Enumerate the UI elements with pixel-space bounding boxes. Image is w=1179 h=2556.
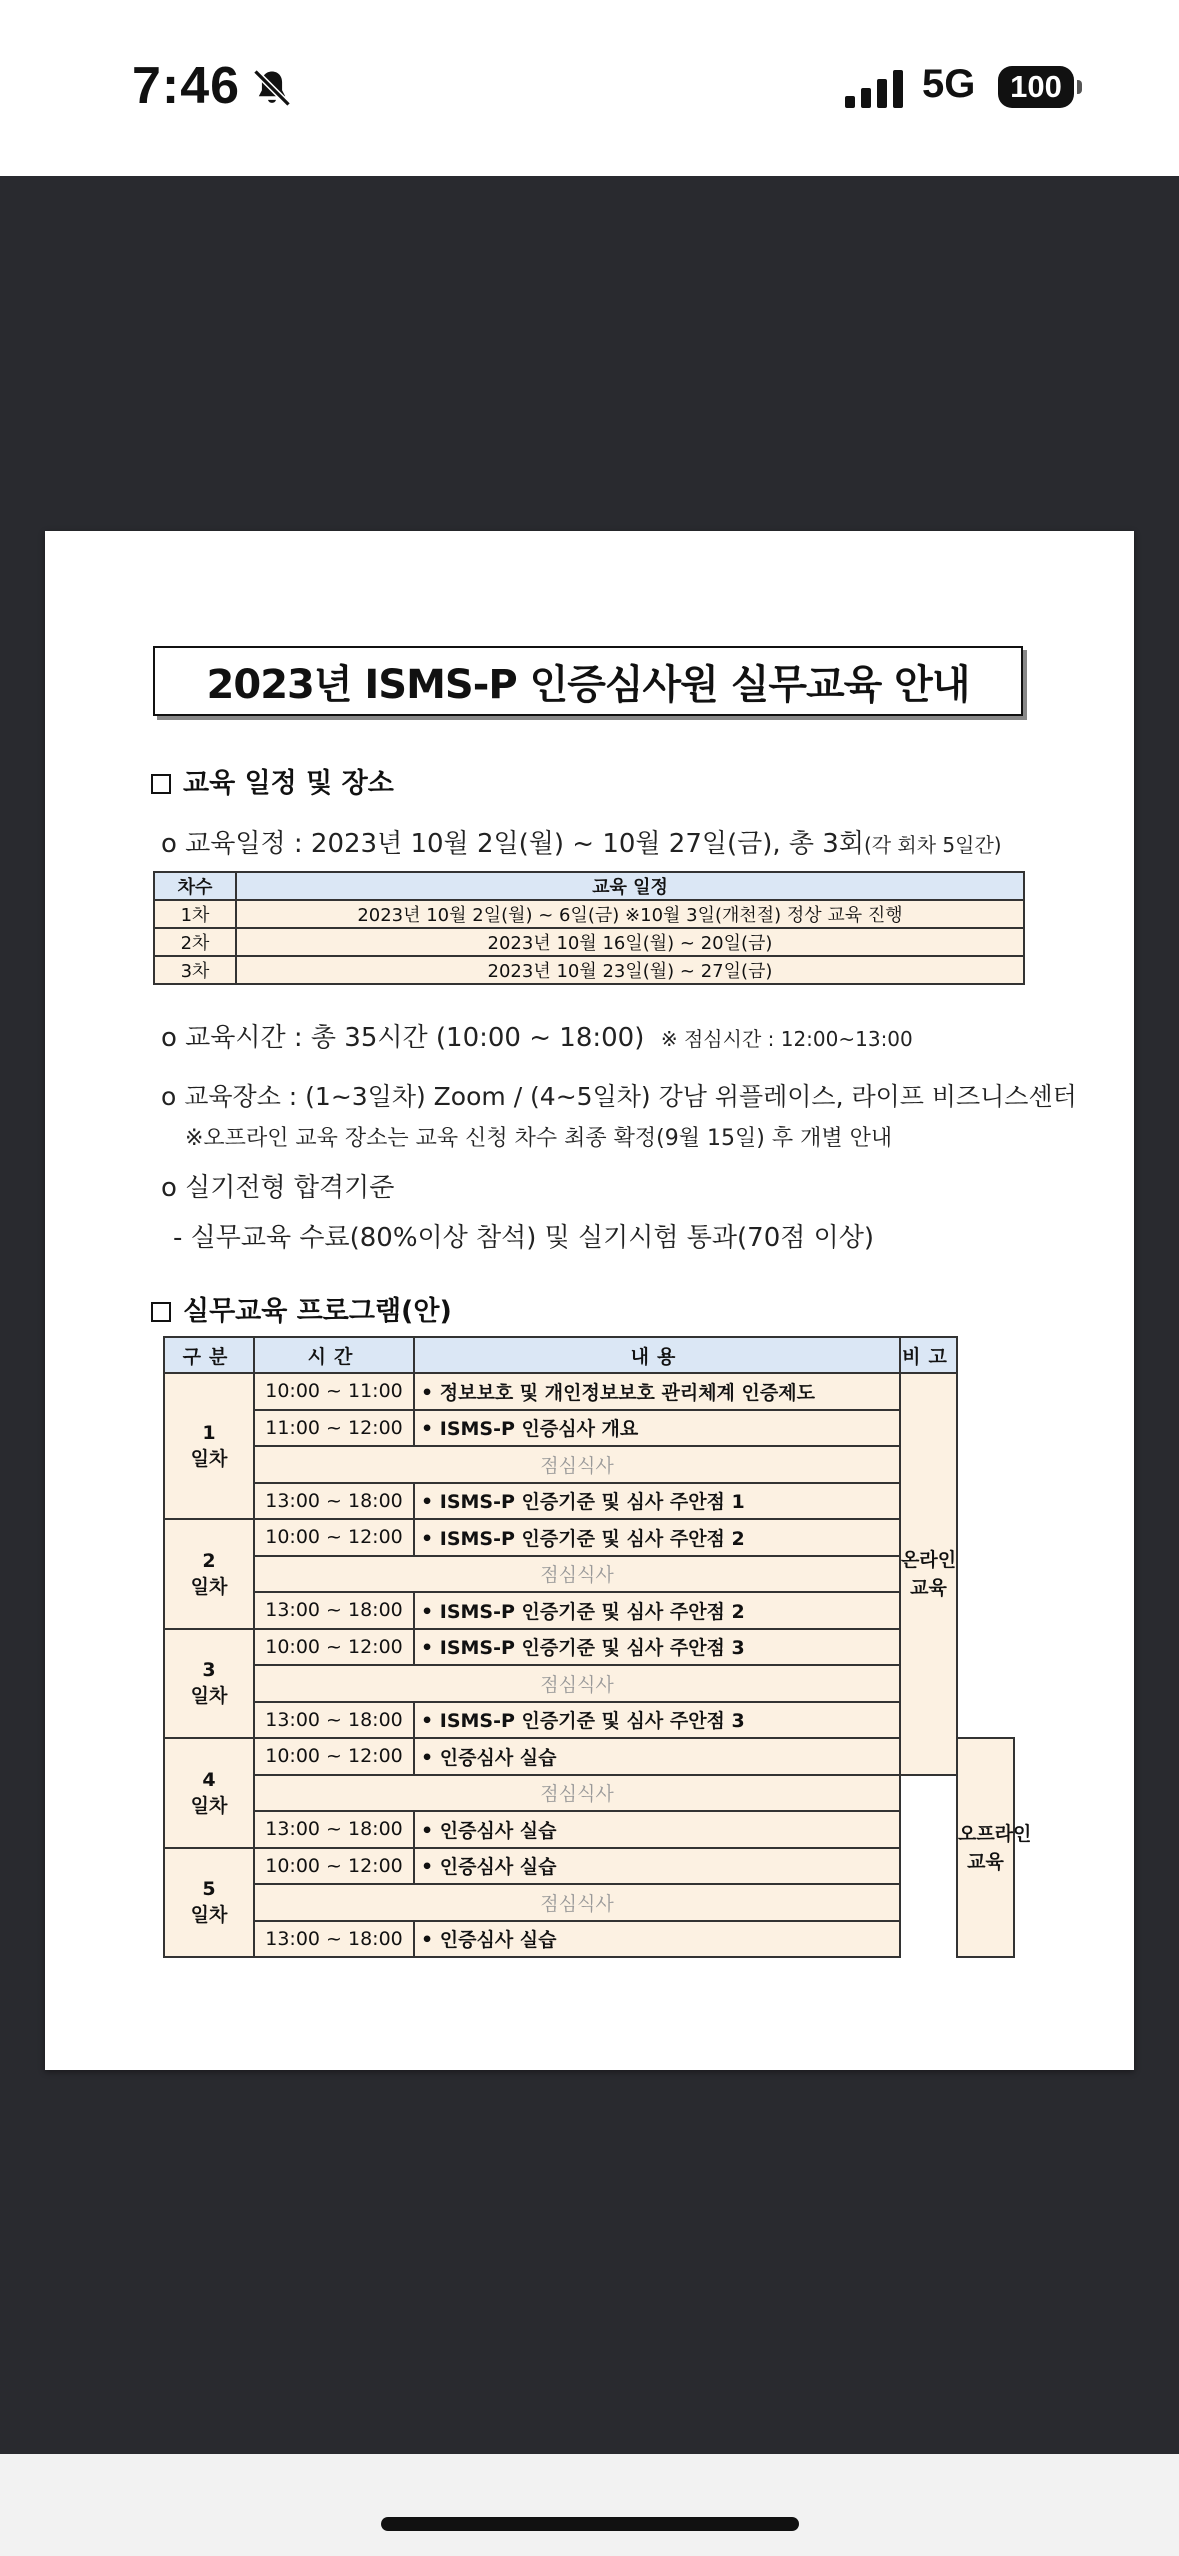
remark-text: 오프라인 (958, 1822, 1032, 1845)
day-number: 3 (202, 1659, 216, 1682)
table-cell: 2023년 10월 16일(월) ~ 20일(금) (236, 928, 1024, 956)
table-header: 시간 (254, 1337, 414, 1373)
time-line-main: o 교육시간 : 총 35시간 (10:00 ~ 18:00) (161, 1023, 645, 1053)
table-row (164, 1519, 1014, 1556)
time-cell: 13:00 ~ 18:00 (254, 1811, 414, 1848)
content-cell: • ISMS-P 인증기준 및 심사 주안점 2 (414, 1592, 900, 1629)
content-cell: • ISMS-P 인증기준 및 심사 주안점 2 (414, 1519, 900, 1556)
day-text: 일차 (190, 1575, 228, 1598)
time-cell: 10:00 ~ 12:00 (254, 1848, 414, 1885)
day-number: 2 (202, 1549, 216, 1572)
day-text: 일차 (190, 1794, 228, 1817)
home-bar-area (0, 2454, 1179, 2556)
section-heading-schedule (151, 761, 394, 800)
pass-heading: o 실기전형 합격기준 (161, 1173, 395, 1203)
content-cell: • ISMS-P 인증기준 및 심사 주안점 3 (414, 1629, 900, 1666)
document-page[interactable] (45, 531, 1134, 2070)
content-cell: • 인증심사 실습 (414, 1738, 900, 1775)
document-title: 2023년 ISMS-P 인증심사원 실무교육 안내 (153, 646, 1023, 716)
bell-slash-icon (250, 66, 294, 110)
schedule-table (153, 871, 1025, 985)
table-header: 비고 (900, 1337, 957, 1373)
table-row (154, 956, 1024, 984)
remark-text: 교육 (967, 1850, 1004, 1873)
time-line (161, 1017, 913, 1054)
table-row (164, 1848, 1014, 1885)
day-number: 1 (202, 1422, 216, 1444)
table-row (164, 1483, 1014, 1520)
lunch-cell: 점심식사 (254, 1446, 900, 1483)
day-label (164, 1848, 254, 1958)
table-row (164, 1702, 1014, 1739)
battery-tip (1077, 80, 1082, 94)
table-row (164, 1592, 1014, 1629)
content-cell: • ISMS-P 인증심사 개요 (414, 1410, 900, 1447)
table-cell: 3차 (154, 956, 236, 984)
time-cell: 11:00 ~ 12:00 (254, 1410, 414, 1447)
remark-text: 온라인 (901, 1548, 957, 1571)
table-row (164, 1446, 1014, 1483)
table-cell: 2023년 10월 23일(월) ~ 27일(금) (236, 956, 1024, 984)
lunch-cell: 점심식사 (254, 1665, 900, 1702)
schedule-line-small: (각 회차 5일간) (863, 833, 1002, 857)
table-row (164, 1884, 1014, 1921)
status-time: 7:46 (132, 57, 241, 115)
schedule-line-main: o 교육일정 : 2023년 10월 2일(월) ~ 10월 27일(금), 총 3회 (161, 829, 864, 859)
table-cell: 2차 (154, 928, 236, 956)
table-row (164, 1410, 1014, 1447)
day-label (164, 1629, 254, 1739)
content-cell: • 인증심사 실습 (414, 1848, 900, 1885)
program-table (163, 1336, 1032, 1958)
content-cell: • ISMS-P 인증기준 및 심사 주안점 1 (414, 1483, 900, 1520)
content-cell: • 정보보호 및 개인정보보호 관리체계 인증제도 (414, 1373, 900, 1410)
remark-online (900, 1373, 957, 1775)
table-header: 차수 (154, 872, 236, 900)
table-header-row (154, 872, 1024, 900)
section-heading-text: 실무교육 프로그램(안) (183, 1296, 452, 1327)
content-cell: • 인증심사 실습 (414, 1811, 900, 1848)
time-cell: 10:00 ~ 12:00 (254, 1519, 414, 1556)
content-cell: • 인증심사 실습 (414, 1921, 900, 1958)
table-header-row (164, 1337, 1014, 1373)
lunch-cell: 점심식사 (254, 1775, 900, 1812)
home-indicator[interactable] (381, 2517, 799, 2531)
table-row (164, 1556, 1014, 1593)
time-cell: 13:00 ~ 18:00 (254, 1921, 414, 1958)
day-text: 일차 (190, 1448, 228, 1470)
day-number: 5 (202, 1878, 216, 1901)
battery-icon (998, 66, 1074, 108)
table-cell: 2023년 10월 2일(월) ~ 6일(금) ※10월 3일(개천절) 정상 교육 진행 (236, 900, 1024, 928)
battery-level: 100 (1010, 69, 1062, 104)
document-viewer[interactable] (0, 176, 1179, 2454)
time-cell: 13:00 ~ 18:00 (254, 1592, 414, 1629)
lunch-cell: 점심식사 (254, 1884, 900, 1921)
time-cell: 13:00 ~ 18:00 (254, 1702, 414, 1739)
time-cell: 13:00 ~ 18:00 (254, 1483, 414, 1520)
schedule-line (161, 823, 1002, 860)
place-line: o 교육장소 : (1~3일차) Zoom / (4~5일차) 강남 위플레이스, 라이프 비즈니스센터 (161, 1082, 1077, 1111)
time-cell: 10:00 ~ 11:00 (254, 1373, 414, 1410)
table-row (164, 1775, 1014, 1812)
day-label (164, 1738, 254, 1848)
place-note: ※오프라인 교육 장소는 교육 신청 차수 최종 확정(9월 15일) 후 개별 안내 (185, 1126, 893, 1151)
day-text: 일차 (190, 1904, 228, 1927)
table-row (154, 900, 1024, 928)
table-cell: 1차 (154, 900, 236, 928)
checkbox-square-icon (151, 1302, 171, 1322)
time-cell: 10:00 ~ 12:00 (254, 1738, 414, 1775)
table-row (164, 1373, 1014, 1410)
remark-text: 교육 (910, 1576, 947, 1599)
pass-line: - 실무교육 수료(80%이상 참석) 및 실기시험 통과(70점 이상) (173, 1223, 875, 1253)
section-heading-program (151, 1289, 452, 1328)
time-cell: 10:00 ~ 12:00 (254, 1629, 414, 1666)
table-header: 구분 (164, 1337, 254, 1373)
content-cell: • ISMS-P 인증기준 및 심사 주안점 3 (414, 1702, 900, 1739)
table-row (164, 1921, 1014, 1958)
table-row (164, 1738, 1014, 1775)
table-row (154, 928, 1024, 956)
table-row (164, 1665, 1014, 1702)
lunch-cell: 점심식사 (254, 1556, 900, 1593)
day-number: 4 (202, 1768, 216, 1791)
table-row (164, 1629, 1014, 1666)
network-label: 5G (922, 62, 976, 106)
remark-offline (957, 1738, 1032, 1957)
day-label (164, 1373, 254, 1519)
signal-icon (845, 68, 905, 108)
day-text: 일차 (190, 1685, 228, 1708)
status-bar (0, 0, 1179, 176)
table-row (164, 1811, 1014, 1848)
table-header: 교육 일정 (236, 872, 1024, 900)
section-heading-text: 교육 일정 및 장소 (183, 768, 394, 799)
checkbox-square-icon (151, 774, 171, 794)
table-header: 내용 (414, 1337, 900, 1373)
time-note: ※ 점심시간 : 12:00~13:00 (660, 1027, 913, 1051)
day-label (164, 1519, 254, 1629)
